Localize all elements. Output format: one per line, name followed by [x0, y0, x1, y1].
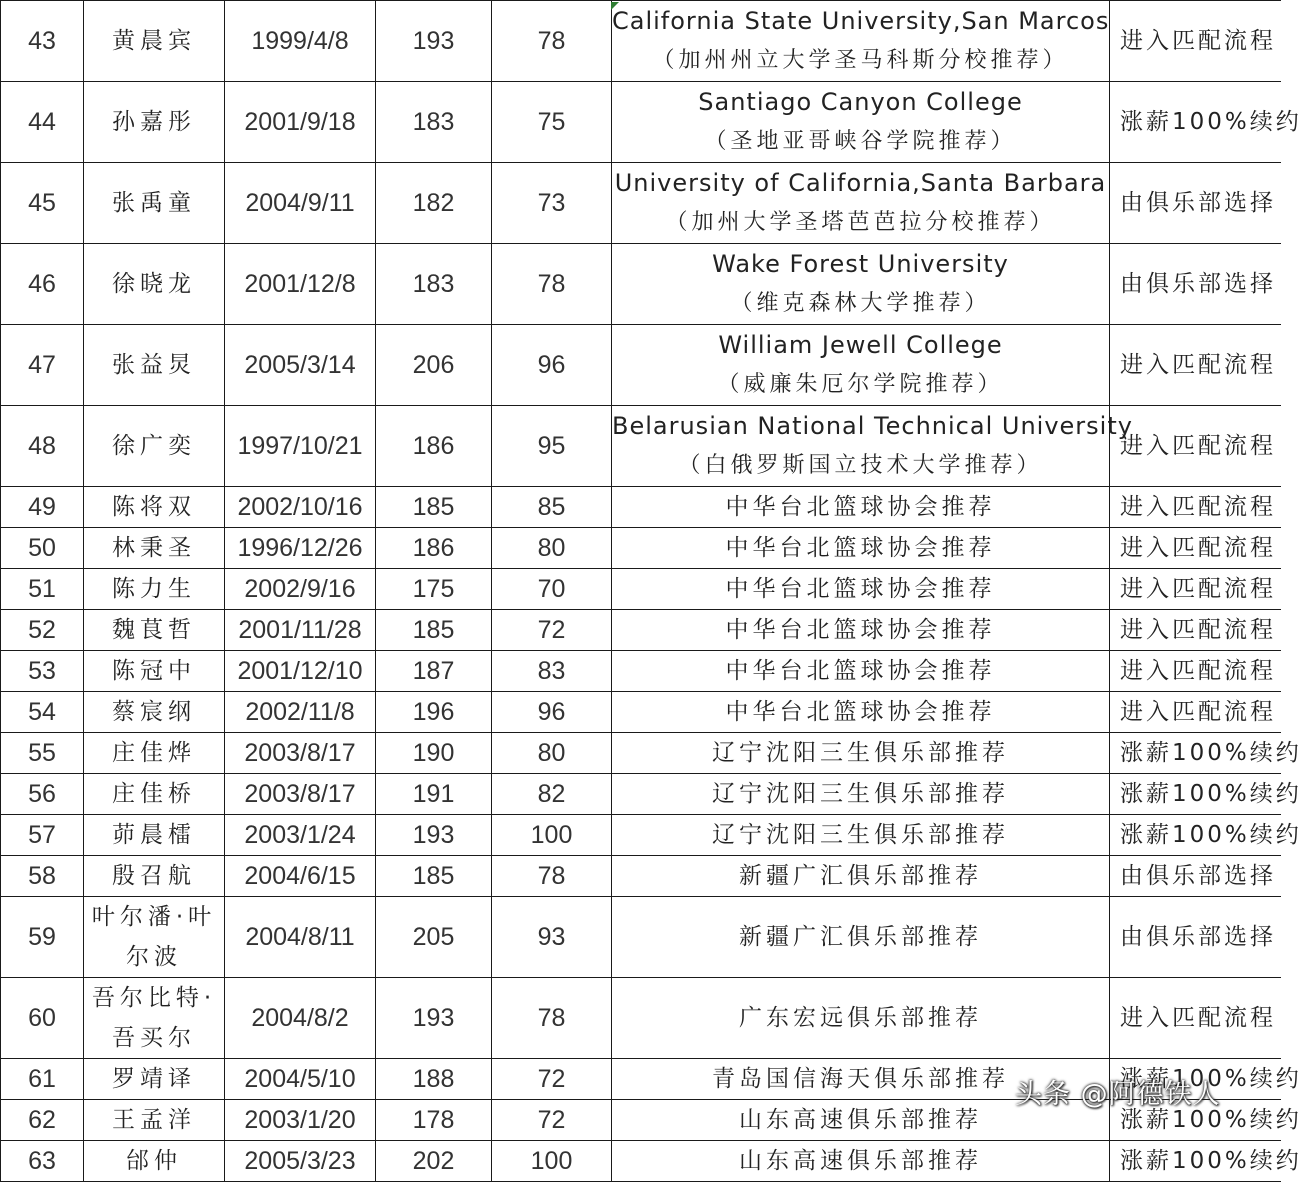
table-row	[1, 1141, 1281, 1182]
cell-name: 陈冠中	[84, 651, 225, 692]
cell-height: 202	[376, 1141, 492, 1182]
cell-height: 188	[376, 1059, 492, 1100]
cell-result: 进入匹配流程	[1110, 487, 1281, 528]
cell-recommender: 新疆广汇俱乐部推荐	[612, 856, 1110, 897]
cell-recommender: 广东宏远俱乐部推荐	[612, 978, 1110, 1059]
cell-height: 205	[376, 897, 492, 978]
table-row	[1, 692, 1281, 733]
cell-weight: 70	[492, 569, 612, 610]
cell-dob: 2003/1/24	[225, 815, 376, 856]
cell-weight: 100	[492, 815, 612, 856]
cell-height: 185	[376, 487, 492, 528]
cell-recommender: 新疆广汇俱乐部推荐	[612, 897, 1110, 978]
cell-weight: 72	[492, 610, 612, 651]
cell-height: 185	[376, 856, 492, 897]
cell-dob: 2001/12/8	[225, 244, 376, 325]
cell-height: 193	[376, 815, 492, 856]
recommender-en: William Jewell College	[718, 331, 1003, 359]
cell-result: 进入匹配流程	[1110, 610, 1281, 651]
cell-recommender	[612, 1, 1110, 82]
cell-name: 罗靖译	[84, 1059, 225, 1100]
cell-height: 193	[376, 978, 492, 1059]
cell-name: 叶尔潘·叶尔波	[84, 897, 225, 978]
cell-dob: 2003/8/17	[225, 733, 376, 774]
table-row	[1, 978, 1281, 1059]
table-row	[1, 774, 1281, 815]
cell-dob: 1996/12/26	[225, 528, 376, 569]
cell-no: 61	[1, 1059, 84, 1100]
cell-height: 191	[376, 774, 492, 815]
cell-result: 进入匹配流程	[1110, 651, 1281, 692]
cell-result: 涨薪100%续约	[1110, 733, 1281, 774]
cell-name: 庄佳桥	[84, 774, 225, 815]
table-row	[1, 487, 1281, 528]
cell-dob: 2004/8/11	[225, 897, 376, 978]
cell-name: 孙嘉彤	[84, 82, 225, 163]
recommender-zh: （加州州立大学圣马科斯分校推荐）	[652, 48, 1069, 73]
cell-height: 185	[376, 610, 492, 651]
cell-height: 175	[376, 569, 492, 610]
cell-recommender	[612, 406, 1133, 487]
cell-recommender: 山东高速俱乐部推荐	[612, 1100, 1110, 1141]
recommender-zh: （白俄罗斯国立技术大学推荐）	[678, 453, 1043, 478]
cell-recommender	[612, 325, 1110, 406]
cell-no: 50	[1, 528, 84, 569]
cell-dob: 2002/9/16	[225, 569, 376, 610]
cell-dob: 2002/10/16	[225, 487, 376, 528]
cell-height: 206	[376, 325, 492, 406]
table-row	[1, 406, 1281, 487]
cell-result: 进入匹配流程	[1110, 978, 1281, 1059]
cell-dob: 2005/3/23	[225, 1141, 376, 1182]
table-row	[1, 528, 1281, 569]
cell-height: 193	[376, 1, 492, 82]
table-row	[1, 244, 1281, 325]
cell-no: 58	[1, 856, 84, 897]
cell-result: 由俱乐部选择	[1110, 244, 1281, 325]
cell-result: 进入匹配流程	[1110, 528, 1281, 569]
cell-recommender: 青岛国信海天俱乐部推荐	[612, 1059, 1110, 1100]
cell-height: 183	[376, 244, 492, 325]
cell-dob: 2004/9/11	[225, 163, 376, 244]
recommender-en: University of California,Santa Barbara	[614, 169, 1107, 197]
cell-dob: 2005/3/14	[225, 325, 376, 406]
cell-weight: 85	[492, 487, 612, 528]
recommender-en: California State University,San Marcos	[612, 7, 1110, 35]
table-row	[1, 610, 1281, 651]
cell-no: 62	[1, 1100, 84, 1141]
cell-no: 46	[1, 244, 84, 325]
cell-name: 林秉圣	[84, 528, 225, 569]
cell-weight: 78	[492, 1, 612, 82]
cell-weight: 78	[492, 856, 612, 897]
cell-dob: 2003/1/20	[225, 1100, 376, 1141]
cell-result: 涨薪100%续约	[1110, 82, 1281, 163]
cell-no: 47	[1, 325, 84, 406]
cell-name: 魏茛哲	[84, 610, 225, 651]
cell-height: 187	[376, 651, 492, 692]
recommender-zh: （加州大学圣塔芭芭拉分校推荐）	[665, 210, 1056, 235]
cell-height: 196	[376, 692, 492, 733]
cell-comment-indicator	[611, 2, 619, 10]
cell-name: 庄佳烨	[84, 733, 225, 774]
cell-weight: 83	[492, 651, 612, 692]
cell-dob: 2004/5/10	[225, 1059, 376, 1100]
cell-no: 55	[1, 733, 84, 774]
cell-height: 183	[376, 82, 492, 163]
cell-name: 陈力生	[84, 569, 225, 610]
cell-recommender: 辽宁沈阳三生俱乐部推荐	[612, 733, 1110, 774]
cell-dob: 1999/4/8	[225, 1, 376, 82]
cell-no: 45	[1, 163, 84, 244]
recommender-zh: （维克森林大学推荐）	[730, 291, 991, 316]
cell-name: 徐广奕	[84, 406, 225, 487]
cell-recommender: 中华台北篮球协会推荐	[612, 610, 1110, 651]
cell-no: 60	[1, 978, 84, 1059]
cell-result: 进入匹配流程	[1110, 406, 1281, 487]
watermark: 头条 @阿德铁人	[1015, 1079, 1221, 1110]
cell-result: 由俱乐部选择	[1110, 163, 1281, 244]
cell-result: 涨薪100%续约	[1110, 815, 1281, 856]
cell-name: 张禹童	[84, 163, 225, 244]
cell-no: 57	[1, 815, 84, 856]
cell-result: 涨薪100%续约	[1110, 1100, 1281, 1141]
cell-weight: 80	[492, 528, 612, 569]
cell-result: 由俱乐部选择	[1110, 856, 1281, 897]
cell-weight: 72	[492, 1059, 612, 1100]
cell-no: 43	[1, 1, 84, 82]
cell-weight: 78	[492, 978, 612, 1059]
cell-weight: 95	[492, 406, 612, 487]
recommender-en: Belarusian National Technical University	[612, 412, 1133, 440]
cell-weight: 93	[492, 897, 612, 978]
cell-no: 52	[1, 610, 84, 651]
cell-dob: 1997/10/21	[225, 406, 376, 487]
cell-recommender	[612, 163, 1110, 244]
cell-no: 59	[1, 897, 84, 978]
cell-dob: 2004/8/2	[225, 978, 376, 1059]
cell-dob: 2001/12/10	[225, 651, 376, 692]
cell-height: 178	[376, 1100, 492, 1141]
cell-name: 黄晨宾	[84, 1, 225, 82]
cell-recommender: 中华台北篮球协会推荐	[612, 651, 1110, 692]
cell-result: 进入匹配流程	[1110, 1, 1281, 82]
cell-weight: 96	[492, 692, 612, 733]
recommender-en: Santiago Canyon College	[698, 88, 1023, 116]
cell-dob: 2002/11/8	[225, 692, 376, 733]
cell-no: 51	[1, 569, 84, 610]
cell-name: 张益炅	[84, 325, 225, 406]
table-row	[1, 325, 1281, 406]
cell-weight: 72	[492, 1100, 612, 1141]
cell-weight: 96	[492, 325, 612, 406]
cell-result: 涨薪100%续约	[1110, 774, 1281, 815]
cell-height: 186	[376, 406, 492, 487]
table-row	[1, 1, 1281, 82]
cell-name: 邰仲	[84, 1141, 225, 1182]
table-row	[1, 815, 1281, 856]
cell-no: 56	[1, 774, 84, 815]
cell-no: 48	[1, 406, 84, 487]
cell-name: 陈将双	[84, 487, 225, 528]
cell-no: 44	[1, 82, 84, 163]
recommender-en: Wake Forest University	[712, 250, 1009, 278]
table-row	[1, 651, 1281, 692]
cell-recommender: 中华台北篮球协会推荐	[612, 569, 1110, 610]
cell-result: 进入匹配流程	[1110, 692, 1281, 733]
cell-height: 186	[376, 528, 492, 569]
cell-weight: 82	[492, 774, 612, 815]
cell-result: 涨薪100%续约	[1110, 1059, 1281, 1100]
cell-result: 进入匹配流程	[1110, 569, 1281, 610]
cell-result: 由俱乐部选择	[1110, 897, 1281, 978]
cell-result: 涨薪100%续约	[1110, 1141, 1281, 1182]
cell-name: 殷召航	[84, 856, 225, 897]
cell-dob: 2001/9/18	[225, 82, 376, 163]
cell-no: 53	[1, 651, 84, 692]
cell-name: 徐晓龙	[84, 244, 225, 325]
cell-no: 63	[1, 1141, 84, 1182]
cell-no: 49	[1, 487, 84, 528]
recommender-zh: （圣地亚哥峡谷学院推荐）	[704, 129, 1017, 154]
cell-weight: 80	[492, 733, 612, 774]
cell-recommender	[612, 244, 1110, 325]
cell-recommender	[612, 82, 1110, 163]
cell-name: 王孟洋	[84, 1100, 225, 1141]
cell-height: 182	[376, 163, 492, 244]
recommender-zh: （威廉朱厄尔学院推荐）	[717, 372, 1004, 397]
cell-weight: 73	[492, 163, 612, 244]
table-row	[1, 733, 1281, 774]
cell-name: 茆晨檑	[84, 815, 225, 856]
cell-no: 54	[1, 692, 84, 733]
table-row	[1, 82, 1281, 163]
cell-height: 190	[376, 733, 492, 774]
cell-dob: 2003/8/17	[225, 774, 376, 815]
cell-dob: 2001/11/28	[225, 610, 376, 651]
cell-result: 进入匹配流程	[1110, 325, 1281, 406]
cell-recommender: 中华台北篮球协会推荐	[612, 528, 1110, 569]
cell-weight: 100	[492, 1141, 612, 1182]
cell-recommender: 辽宁沈阳三生俱乐部推荐	[612, 774, 1110, 815]
table-row	[1, 569, 1281, 610]
cell-weight: 78	[492, 244, 612, 325]
table-row	[1, 163, 1281, 244]
cell-recommender: 中华台北篮球协会推荐	[612, 692, 1110, 733]
table-row	[1, 856, 1281, 897]
cell-recommender: 辽宁沈阳三生俱乐部推荐	[612, 815, 1110, 856]
cell-recommender: 中华台北篮球协会推荐	[612, 487, 1110, 528]
cell-dob: 2004/6/15	[225, 856, 376, 897]
cell-recommender: 山东高速俱乐部推荐	[612, 1141, 1110, 1182]
cell-name: 吾尔比特·吾买尔	[84, 978, 225, 1059]
cell-name: 蔡宸纲	[84, 692, 225, 733]
cell-weight: 75	[492, 82, 612, 163]
table-row	[1, 897, 1281, 978]
